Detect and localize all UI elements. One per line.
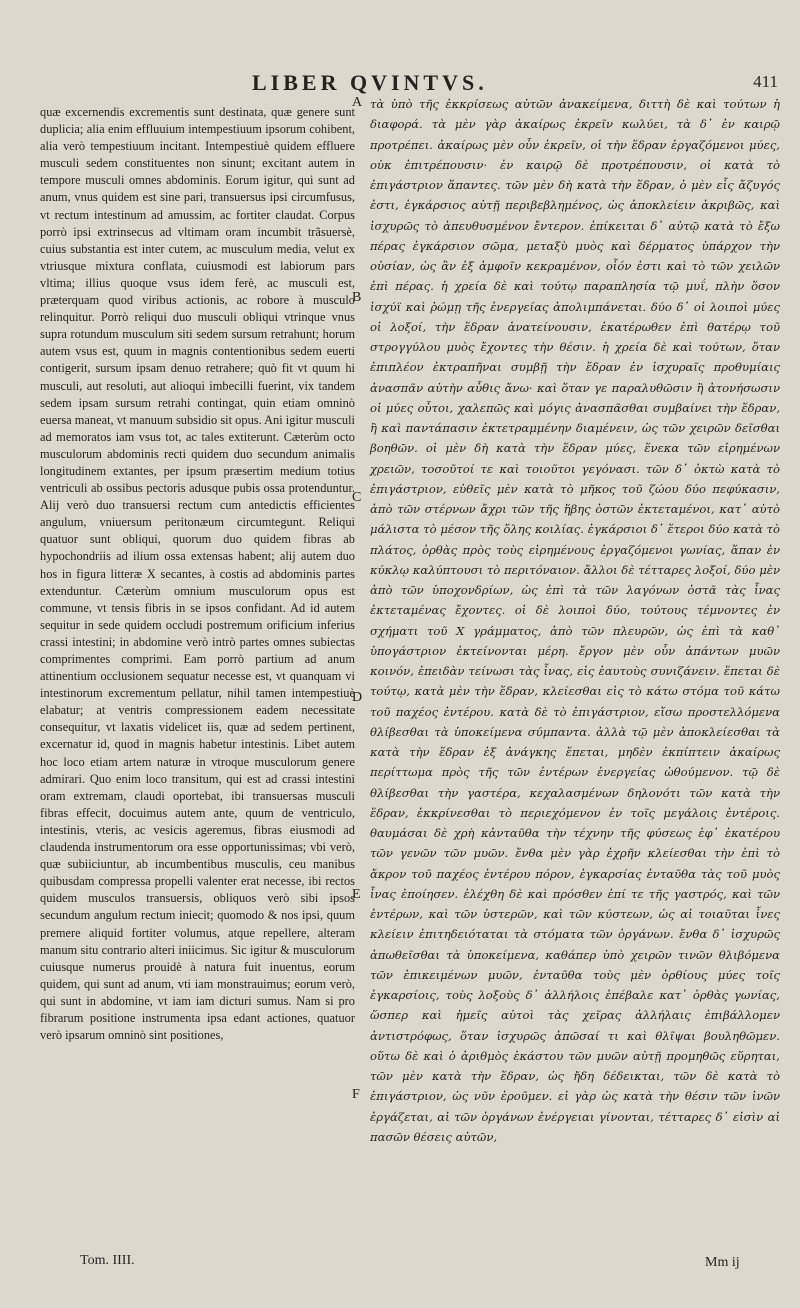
margin-marker-a: A [352, 95, 363, 110]
margin-marker-c: C [352, 490, 362, 505]
volume-signature: Tom. IIII. [80, 1253, 135, 1268]
margin-marker-f: F [352, 1087, 360, 1102]
margin-marker-e: E [352, 887, 361, 902]
latin-column [40, 104, 355, 1044]
running-title: LIBER QVINTVS. [252, 70, 488, 95]
margin-marker-d: D [352, 690, 363, 705]
margin-marker-b: B [352, 290, 362, 305]
page-number: 411 [753, 72, 778, 91]
gathering-mark: Mm ij [705, 1255, 740, 1270]
latin-text: quæ excernendis excrementis sunt destinata, quæ genere sunt duplicia; alia enim effluuium intempestiuum ipsorum cohibent, alia verò tempestiuum incitant. Intempestiuè quidem effluere musculi sedem constituentes non sinunt; excitant autem in tempore musculi omnes abdominis. Eorum igitur, qui sunt ad anum, vnus quidem est sine pari, transuersus ipsi circumfusus, vt rectum intestinum ad amussim, ac fortiter claudat. Corpus porrò ipsi extrinsecus ad vltimam oram incumbit trãsuersè, cuius substantia est inter cutem, ac musculum media, velut ex vtriusque mixtura conflata, cuiusmodi est labiorum pars vltima; illius quoque vsus idem ferè, ac musculi est, præterquam quod viribus actionis, ac robore à musculo relinquitur. Porrò reliqui duo musculi obliqui vtrinque vnus supra rotundum musculum siti sedem sursum retrahunt; horum autem vsus est, quum in magnis contentionibus sedem euerti contigerit, sursum ipsam denuo retrahere; quò fit vt quum hi musculi, aut resoluti, aut alioqui imbecilli fuerint, vix tandem sedem ipsam sursum retrahi contingat, quin etiam omninò euersa maneat, vt manuum subsidio sit opus. Ani igitur musculi ad memoratos iam vsus tot, ac tales extiterunt. Cæterùm octo musculorum abdominis recti quidem duo secundum animalis longitudinem extantes, per ipsum præsertim medium totius ventriculi ab ossibus pectoris adusque pubis ossa protenduntur. Alij verò duo transuersi rectum cum antedictis efficientes angulum, vniuersum peritonæum circumtegunt. Reliqui quatuor sunt obliqui, quorum duo quidem fibras ab hypochondriis ad ilium ossa extensas habent; alij autem duo hos in figura litteræ X secantes, à costis ad abdominis partes extenduntur. Cæterùm omnium musculorum opus est commune, vt tensis fibris in se ipsos confidant. Ad id autem sequitur in sede quidem occludi postremum orificium inferius crassi intestini; in abdomine verò intrò partes omnes subiectas comprimentes comprimi. Eam porrò partium ad anum attinentium occlusionem sequatur necesse est, vt quanquam vi intestinorum excrementum pellatur, nihil tamen intempestiuè elabatur; at ventris compressionem eadem necessitate consequitur, vt laxatis videlicet iis, quæ ad sedem pertinent, excernatur id, quod in magnis habetur intestinis. Libet autem hoc loco etiam artem naturæ in vtroque musculorum genere admirari. Quo enim loco transitum, qui est ad crassi intestini oram extremam, claudi oportebat, ibi transuersas musculi fibras effecit, docuimus autem ante, quum de ventriculo, intestinis, vteris, ac vesicis ageremus, fibras eiusmodi ad claudenda instrumentorum ora esse opportunissimas; vbi verò, quæ subiiciuntur, ab incumbentibus musculis, ceu manibus quibusdam compressa propelli valenter erat necesse, ibi rectos quidem musculos transuersis, obliquos verò sibi ipsos secundum angulum rectum iniecit; quomodo & nos ipsi, quum premere aliquid fortiter volumus, atque repellere, alteram manum situ contrario alteri iniicimus. Sic igitur & musculorum cuiusque numerus prouidè à natura fuit inuentus, eorum quidem, qui sunt ad anum, vti iam monstrauimus; eorum verò, qui sunt in abdomine, vt iam iam dicturi sumus. Nam si pro fibrarum positione instrumenta ipsa edant actiones, quatuor verò ipsarum omninò sint positiones, [40, 105, 355, 1043]
greek-text: τὰ ὑπὸ τῆς ἐκκρίσεως αὐτῶν ἀνακείμενα, διττὴ δὲ καὶ τούτων ἡ διαφορά. τὰ μὲν γὰρ ἀκαίρως ἐκρεῖν κωλύει, τὰ δ᾽ ἐν καιρῷ προτρέπει. ἀκαίρως μὲν οὖν ἐκρεῖν, οἱ τὴν ἕδραν ἐργαζόμενοι μύες, οὐκ ἐπιτρέπουσιν· ἐν καιρῷ δὲ προτρέπουσιν, οἱ κατὰ τὸ ἐπιγάστριον ἅπαντες. τῶν μὲν δὴ κατὰ τὴν ἕδραν, ὁ μὲν εἷς ἄζυγός ἐστι, ἐγκάρσιος αὐτῇ περιβεβλημένος, ὡς ἀποκλείειν ἀκριβῶς, καὶ ἰσχυρῶς τὸ ἀπευθυσμένον ἔντερον. ἐπίκειται δ᾽ αὐτῷ κατὰ τὸ ἔξω πέρας ἐγκάρσιον σῶμα, μεταξὺ μυὸς καὶ δέρματος ὑπάρχον τὴν οὐσίαν, ὡς ἂν ἐξ ἀμφοῖν κεκραμένον, οἷόν ἐστι καὶ τὸ τῶν χειλῶν ἐπὶ πέρας. ἡ χρεία δὲ καὶ τούτῳ παραπλησία τῷ μυΐ, πλὴν ὅσον ἰσχύϊ καὶ ῥώμῃ τῆς ἐνεργείας ἀπολιμπάνεται. δύο δ᾽ οἱ λοιποὶ μύες οἱ λοξοί, τὴν ἕδραν ἀνατείνουσιν, ἑκατέρωθεν ἐπὶ θατέρῳ τοῦ στρογγύλου μυὸς ἔχοντες τὴν θέσιν. ἡ χρεία δὲ καὶ τούτων, ὅταν ἐπιπλέον ἐκτραπῆναι συμβῇ τὴν ἕδραν ἐν ἰσχυραῖς προθυμίαις ἀνασπᾶν αὐτὴν αὖθις ἄνω· καὶ ὅταν γε παραλυθῶσιν ἢ ἀτονήσωσιν οἱ μύες οὗτοι, χαλεπῶς καὶ μόγις ἀνασπᾶσθαι συμβαίνει τὴν ἕδραν, ἢ καὶ παντάπασιν ἐκτετραμμένην διαμένειν, ὡς τῶν χειρῶν δεῖσθαι βοηθῶν. οἱ μὲν δὴ κατὰ τὴν ἕδραν μύες, ἕνεκα τῶν εἰρημένων χρειῶν, τοσοῦτοί τε καὶ τοιοῦτοι γεγόνασι. τῶν δ᾽ ὀκτὼ κατὰ τὸ ἐπιγάστριον, εὐθεῖς μὲν κατὰ τὸ μῆκος τοῦ ζώου δύο πεφύκασιν, ἀπὸ τῶν στέρνων ἄχρι τῶν τῆς ἥβης ὀστῶν ἐκτεταμένοι, κατ᾽ αὐτὸ μάλιστα τὸ μέσον τῆς ὅλης κοιλίας. ἐγκάρσιοι δ᾽ ἕτεροι δύο κατὰ τὸ πλάτος, ὀρθὰς πρὸς τοὺς εἰρημένους ἐργαζόμενοι γωνίας, ἅπαν ἐν κύκλῳ καλύπτουσι τὸ περιτόναιον. ἄλλοι δὲ τέτταρες λοξοί, δύο μὲν ἀπὸ τῶν ὑποχονδρίων, ὡς ἐπὶ τὰ τῶν λαγόνων ὀστᾶ τὰς ἶνας ἐκτεταμένας ἔχοντες. οἱ δὲ λοιποὶ δύο, τούτους τέμνοντες ἐν σχήματι τοῦ Χ γράμματος, ἀπὸ τῶν πλευρῶν, ὡς ἐπὶ τὰ καθ᾽ ὑπογάστριον ἐκτείνονται μέρη. ἔργον μὲν οὖν ἁπάντων μυῶν κοινόν, ἐπειδὰν τείνωσι τὰς ἶνας, εἰς ἑαυτοὺς συνιζάνειν. ἕπεται δὲ τούτῳ, κατὰ μὲν τὴν ἕδραν, κλείεσθαι εἰς τὸ κάτω στόμα τοῦ κάτω τοῦ παχέος ἐντέρου. κατὰ δὲ τὸ ἐπιγάστριον, εἴσω προστελλόμενα θλίβεσθαι τὰ ὑποκείμενα σύμπαντα. ἀλλὰ τῷ μὲν ἀποκλείεσθαι τὰ κατὰ τὴν ἕδραν ἐξ ἀνάγκης ἕπεται, μηδὲν ἐκπίπτειν ἀκαίρως περίττωμα πρὸς τῆς τῶν ἐντέρων ἐνεργείας ὠθούμενον. τῷ δὲ θλίβεσθαι τὴν γαστέρα, κεχαλασμένων δηλονότι τῶν κατὰ τὴν ἕδραν, ἐκκρίνεσθαι τὸ περιεχόμενον ἐν τοῖς μεγάλοις ἐντέροις. θαυμάσαι δὲ χρὴ κἀνταῦθα τὴν τέχνην τῆς φύσεως ἐφ᾽ ἑκατέρου τῶν γενῶν τῶν μυῶν. ἔνθα μὲν γὰρ ἐχρῆν κλείεσθαι τὴν ἐπὶ τὸ ἄκρον τοῦ παχέος ἐντέρου πόρον, ἐγκαρσίας ἐνταῦθα τὰς τοῦ μυὸς ἶνας ἐποίησεν. ἐλέχθη δὲ καὶ πρόσθεν ἐπί τε τῆς γαστρός, καὶ τῶν ἐντέρων, καὶ τῶν ὑστερῶν, καὶ τῶν κύστεων, ὡς αἱ τοιαῦται ἶνες κλείειν ἐπιτηδειόταται τὰ στόματα τῶν ὀργάνων. ἔνθα δ᾽ ἰσχυρῶς ἀπωθεῖσθαι τὰ ὑποκείμενα, καθάπερ ὑπὸ χειρῶν τινῶν θλιβόμενα τῶν ἐπικειμένων μυῶν, ἐνταῦθα τοὺς μὲν ὀρθίους μύες τοῖς ἐγκαρσίοις, τοὺς λοξοὺς δ᾽ ἀλλήλοις ἐπέβαλε κατ᾽ ὀρθὰς γωνίας, ὥσπερ καὶ ἡμεῖς αὐτοὶ τὰς χεῖρας ἀλλήλαις ἐπιβάλλομεν ἀντιστρόφως, ὅταν ἰσχυρῶς ἀπῶσαί τι καὶ θλῖψαι βουληθῶμεν. οὕτω δὲ καὶ ὁ ἀριθμὸς ἑκάστου τῶν μυῶν αὐτῇ προμηθῶς εὕρηται, τῶν μὲν κατὰ τὴν ἕδραν, ὡς ἤδη δέδεικται, τῶν δὲ κατὰ τὸ ἐπιγάστριον, ὡς νῦν ἐροῦμεν. εἰ γὰρ ὡς κατὰ τὴν θέσιν τῶν ἰνῶν ἐργάζεται, αἱ τῶν ὀργάνων ἐνέργειαι γίνονται, τέτταρες δ᾽ εἰσὶν αἱ πασῶν θέσεις αὐτῶν, [370, 97, 780, 1144]
greek-column [370, 94, 780, 1147]
